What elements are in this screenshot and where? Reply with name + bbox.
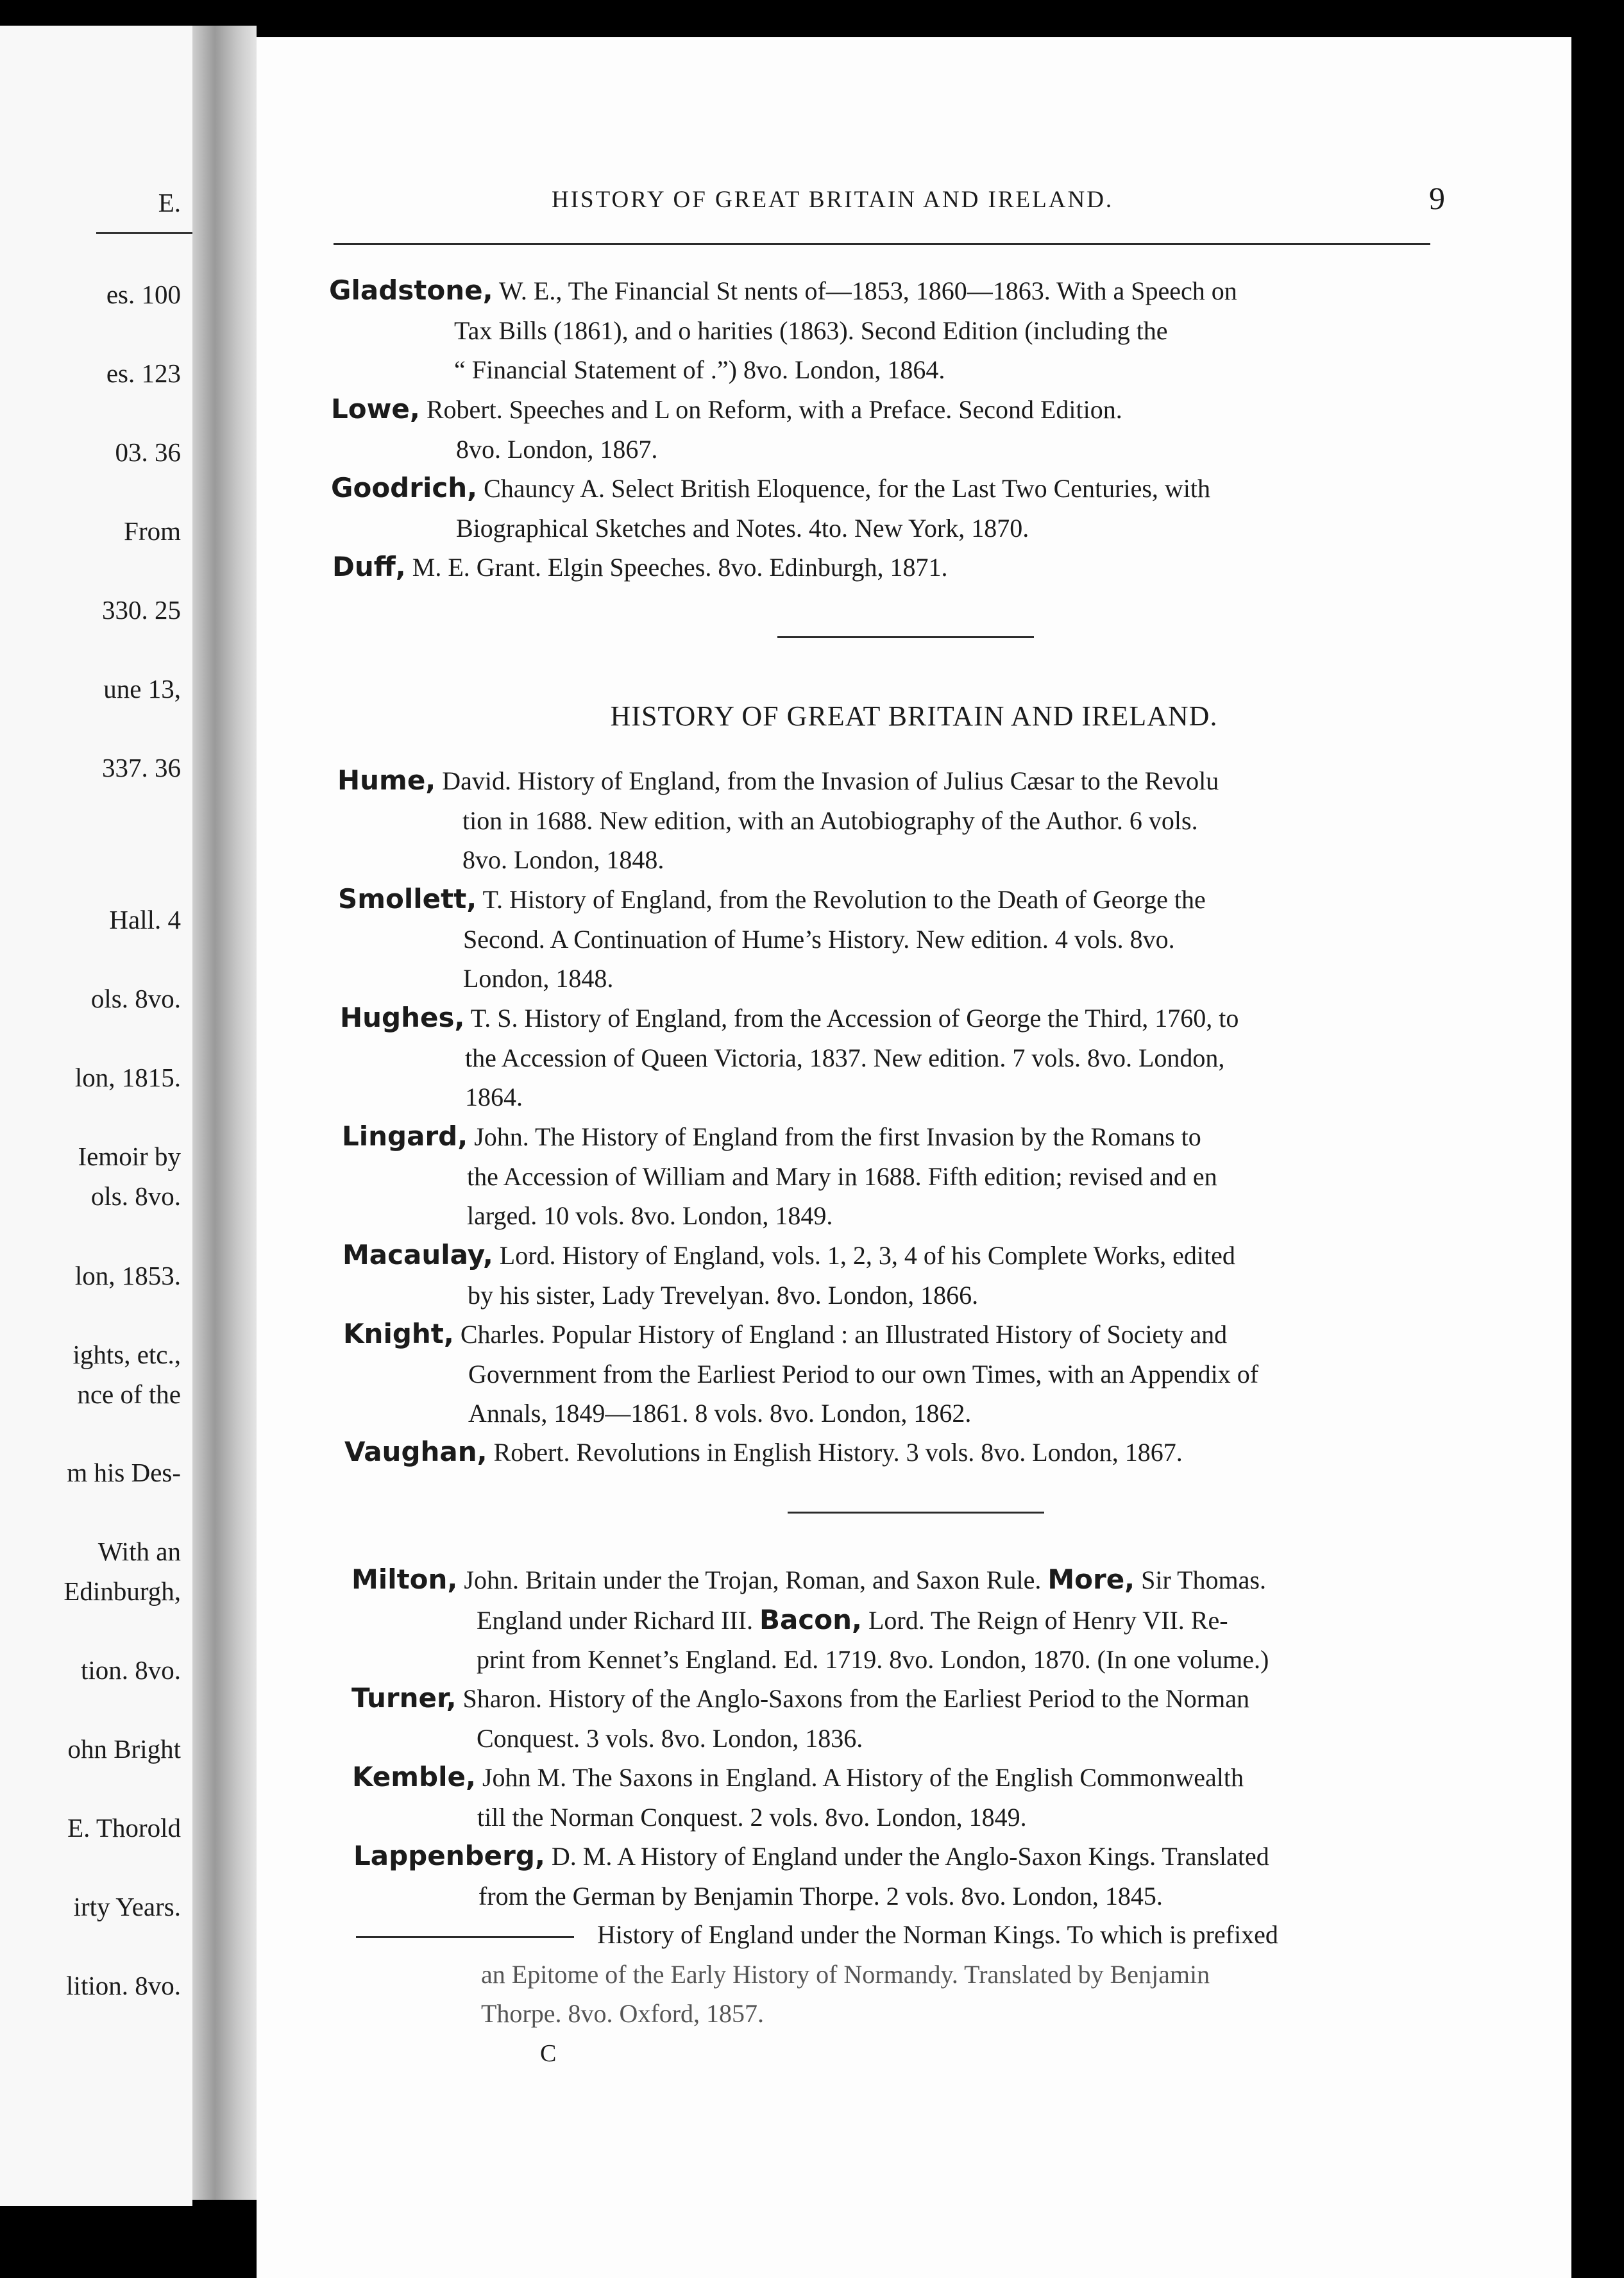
entry-author: Gladstone, bbox=[329, 274, 493, 306]
entry-text: T. History of England, from the Revolution to the Death of George the bbox=[482, 885, 1206, 914]
entry-text: the Accession of Queen Victoria, 1837. New edition. 7 vols. 8vo. London, bbox=[465, 1043, 1225, 1072]
entry-text: print from Kennet’s England. Ed. 1719. 8vo. London, 1870. (In one volume.) bbox=[477, 1645, 1269, 1674]
entry-author: Lappenberg, bbox=[353, 1840, 545, 1871]
entry-text: History of England under the Norman Kings. To which is prefixed bbox=[597, 1920, 1278, 1949]
entry-text: 8vo. London, 1867. bbox=[456, 434, 658, 464]
entry-author: Goodrich, bbox=[331, 472, 478, 503]
entry-text: David. History of England, from the Invasion of Julius Cæsar to the Revolu bbox=[442, 766, 1219, 795]
entry-text: John M. The Saxons in England. A History of the English Commonwealth bbox=[482, 1763, 1244, 1792]
entry-author: Knight, bbox=[343, 1318, 454, 1349]
entry-text: Government from the Earliest Period to our own Times, with an Appendix of bbox=[468, 1359, 1259, 1388]
entry-author: Turner, bbox=[351, 1682, 457, 1714]
left-page-line: nce of the bbox=[77, 1379, 181, 1409]
entry-text: M. E. Grant. Elgin Speeches. 8vo. Edinburgh, 1871. bbox=[412, 553, 948, 582]
left-page-line: m his Des- bbox=[67, 1458, 181, 1487]
entry-text: 8vo. London, 1848. bbox=[462, 845, 664, 874]
entry-text: Annals, 1849—1861. 8 vols. 8vo. London, 1862. bbox=[468, 1399, 972, 1428]
entry-text: by his sister, Lady Trevelyan. 8vo. London, 1866. bbox=[468, 1280, 979, 1310]
left-page-line: 03. 36 bbox=[115, 437, 181, 467]
entry-author: Hume, bbox=[337, 764, 436, 796]
entry-text: tion in 1688. New edition, with an Autobiography of the Author. 6 vols. bbox=[462, 806, 1198, 835]
entry-text: Chauncy A. Select British Eloquence, for the Last Two Centuries, with bbox=[484, 474, 1211, 503]
entry-author: Bacon, bbox=[759, 1603, 862, 1635]
entry-text: W. E., The Financial St nents of—1853, 1860—1863. With a Speech on bbox=[498, 276, 1237, 305]
entry-author: Vaughan, bbox=[344, 1436, 487, 1467]
bibliography-entry bbox=[342, 1117, 1217, 1236]
bibliography-entry bbox=[353, 1836, 1269, 1916]
header-rule bbox=[334, 243, 1430, 245]
bibliography-entry bbox=[329, 271, 1237, 390]
entry-author: Lingard, bbox=[342, 1120, 468, 1152]
entry-text: T. S. History of England, from the Accession of George the Third, 1760, to bbox=[470, 1004, 1239, 1033]
bibliography-entry bbox=[351, 1560, 1269, 1680]
entry-text: an Epitome of the Early History of Normandy. Translated by Benjamin bbox=[481, 1959, 1210, 1989]
left-page-rule bbox=[96, 232, 192, 234]
entry-text: the Accession of William and Mary in 1688. Fifth edition; revised and en bbox=[467, 1161, 1217, 1191]
bibliography-entry bbox=[337, 761, 1219, 880]
entry-text: Lord. The Reign of Henry VII. Re- bbox=[868, 1605, 1228, 1635]
entry-text: London, 1848. bbox=[463, 964, 614, 993]
signature-mark: C bbox=[540, 2040, 557, 2067]
entry-text: Sharon. History of the Anglo-Saxons from the Earliest Period to the Norman bbox=[462, 1684, 1249, 1713]
entry-text: from the German by Benjamin Thorpe. 2 vols. 8vo. London, 1845. bbox=[478, 1881, 1163, 1911]
entry-text: till the Norman Conquest. 2 vols. 8vo. London, 1849. bbox=[477, 1802, 1027, 1832]
left-page-line: lon, 1853. bbox=[74, 1261, 181, 1290]
entry-author: Lowe, bbox=[331, 393, 420, 425]
left-page-line: ols. 8vo. bbox=[90, 984, 181, 1013]
section-heading: HISTORY OF GREAT BRITAIN AND IRELAND. bbox=[610, 700, 1218, 732]
bibliography-entry bbox=[343, 1235, 1235, 1315]
running-head-title: HISTORY OF GREAT BRITAIN AND IRELAND. bbox=[552, 187, 1114, 213]
entry-text: larged. 10 vols. 8vo. London, 1849. bbox=[467, 1201, 833, 1230]
entry-text: Thorpe. 8vo. Oxford, 1857. bbox=[481, 1999, 765, 2028]
entry-author: Milton, bbox=[351, 1564, 458, 1595]
running-head bbox=[257, 180, 1571, 224]
entry-text: “ Financial Statement of .”) 8vo. London, 1864. bbox=[454, 355, 945, 384]
bibliography-entry bbox=[351, 1678, 1249, 1758]
page-number: 9 bbox=[1429, 180, 1445, 216]
left-page-line: ohn Bright bbox=[67, 1734, 181, 1764]
entry-text: Charles. Popular History of England : an Illustrated History of Society and bbox=[460, 1320, 1228, 1349]
left-page-line: lition. 8vo. bbox=[66, 1971, 181, 2000]
left-page-line: irty Years. bbox=[73, 1892, 181, 1921]
entry-text: Biographical Sketches and Notes. 4to. New York, 1870. bbox=[456, 513, 1029, 543]
entry-author: Macaulay, bbox=[343, 1239, 493, 1270]
left-page-line: ols. 8vo. bbox=[90, 1181, 181, 1211]
entry-author: Smollett, bbox=[338, 883, 477, 915]
book-gutter-shadow bbox=[192, 26, 257, 2200]
left-page-line: es. 123 bbox=[106, 359, 181, 388]
entry-author: Kemble, bbox=[352, 1761, 476, 1793]
entry-text: Second. A Continuation of Hume’s History. New edition. 4 vols. 8vo. bbox=[463, 924, 1175, 954]
section-divider bbox=[788, 1512, 1044, 1514]
left-page-line: ights, etc., bbox=[72, 1340, 181, 1369]
left-page-line: 330. 25 bbox=[102, 595, 181, 625]
left-page-fragment bbox=[0, 26, 192, 2206]
entry-text: D. M. A History of England under the Anglo-Saxon Kings. Translated bbox=[551, 1842, 1269, 1871]
left-page-line: es. 100 bbox=[106, 280, 181, 309]
bibliography-entry bbox=[338, 879, 1206, 999]
entry-text: John. Britain under the Trojan, Roman, and Saxon Rule. bbox=[464, 1565, 1042, 1594]
entry-text: Robert. Revolutions in English History. 3 vols. 8vo. London, 1867. bbox=[493, 1438, 1183, 1467]
entry-text: Tax Bills (1861), and o harities (1863). Second Edition (including the bbox=[454, 316, 1168, 345]
entry-author: Duff, bbox=[332, 551, 406, 582]
left-page-line: Iemoir by bbox=[78, 1142, 181, 1171]
bibliography-entry bbox=[352, 1757, 1244, 1837]
bibliography-entry bbox=[356, 1915, 1278, 2034]
ditto-dash bbox=[356, 1936, 574, 1938]
entry-text: Lord. History of England, vols. 1, 2, 3, 4 of his Complete Works, edited bbox=[499, 1241, 1235, 1270]
entry-author: Hughes, bbox=[340, 1002, 465, 1033]
bibliography-entry bbox=[332, 547, 947, 587]
entry-text: Sir Thomas. bbox=[1141, 1565, 1266, 1594]
left-page-line: E. bbox=[158, 188, 181, 217]
bibliography-entry bbox=[344, 1432, 1183, 1472]
bibliography-entry bbox=[343, 1314, 1258, 1433]
entry-text: England under Richard III. bbox=[477, 1605, 753, 1635]
left-page-line: With an bbox=[97, 1537, 181, 1566]
left-page-line: une 13, bbox=[103, 674, 181, 704]
entry-text: 1864. bbox=[465, 1083, 523, 1111]
left-page-line: Edinburgh, bbox=[63, 1576, 181, 1606]
entry-text: John. The History of England from the first Invasion by the Romans to bbox=[474, 1122, 1201, 1151]
book-page bbox=[257, 37, 1571, 2278]
left-page-line: From bbox=[124, 516, 181, 546]
left-page-line: tion. 8vo. bbox=[80, 1655, 181, 1685]
entry-text: Conquest. 3 vols. 8vo. London, 1836. bbox=[477, 1723, 863, 1753]
entry-author: More, bbox=[1047, 1564, 1135, 1595]
left-page-line: Hall. 4 bbox=[109, 905, 181, 934]
left-page-line: lon, 1815. bbox=[74, 1063, 181, 1092]
bibliography-entry bbox=[331, 468, 1210, 548]
section-divider bbox=[777, 636, 1034, 638]
left-page-line: E. Thorold bbox=[67, 1813, 181, 1843]
left-page-line: 337. 36 bbox=[102, 753, 181, 782]
entry-text: Robert. Speeches and L on Reform, with a Preface. Second Edition. bbox=[426, 395, 1122, 424]
bibliography-entry bbox=[340, 998, 1239, 1117]
bibliography-entry bbox=[331, 389, 1122, 469]
